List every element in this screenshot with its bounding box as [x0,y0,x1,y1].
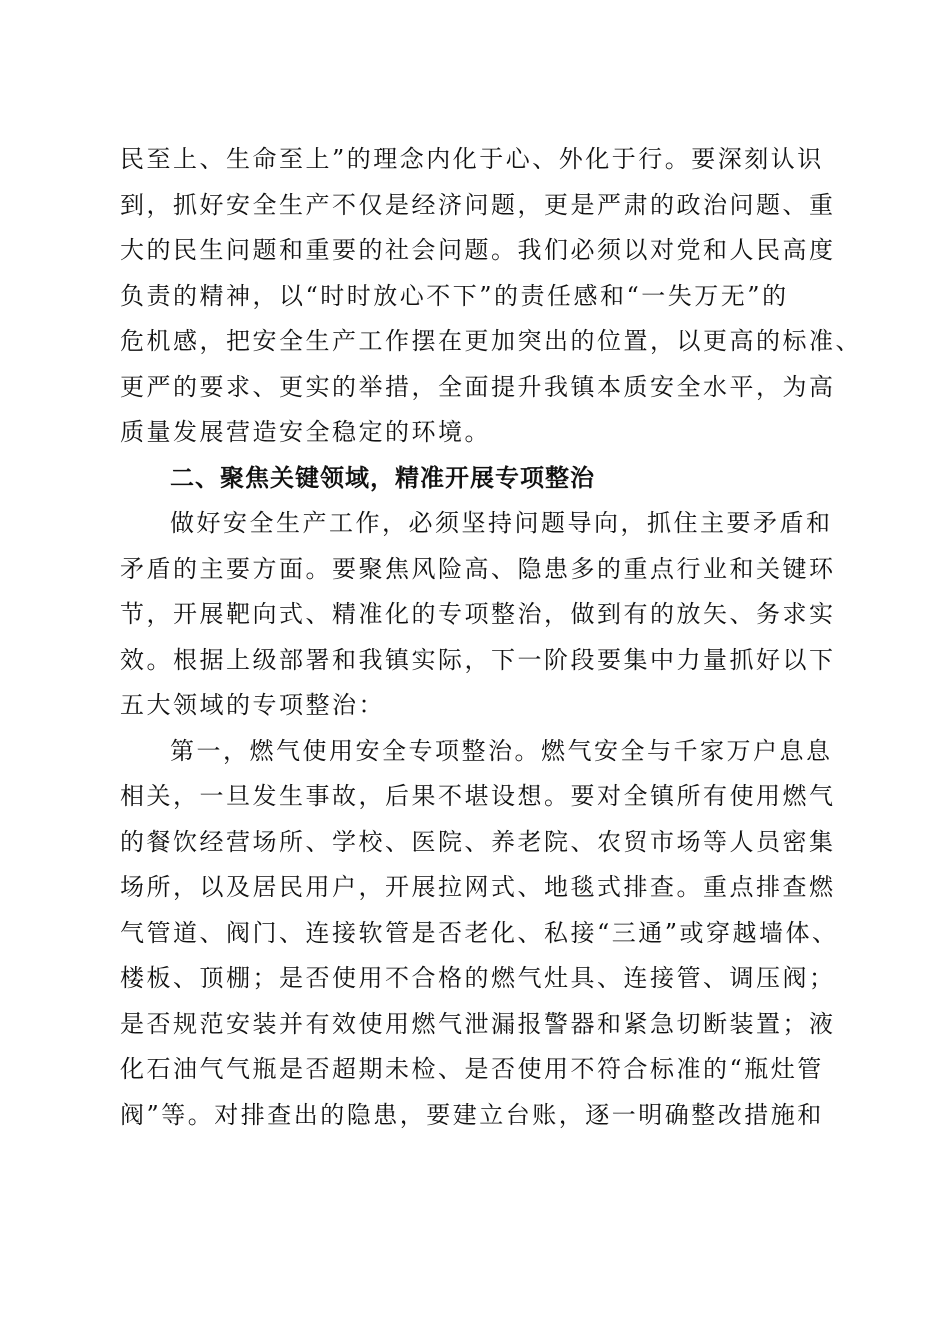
body-line: 民至上、生命至上”的理念内化于心、外化于行。要深刻认识 [120,145,824,173]
body-line: 气管道、阀门、连接软管是否老化、私接“三通”或穿越墙体、 [120,918,839,947]
body-line: 到，抓好安全生产不仅是经济问题，更是严肃的政治问题、重 [120,190,836,219]
section-heading: 二、聚焦关键领域，精准开展专项整治 [170,463,595,492]
body-line: 危机感，把安全生产工作摆在更加突出的位置，以更高的标准、 [120,327,862,355]
body-line: 的餐饮经营场所、学校、医院、养老院、农贸市场等人员密集 [120,827,836,856]
body-line: 大的民生问题和重要的社会问题。我们必须以对党和人民高度 [120,236,836,264]
body-line: 负责的精神，以“时时放心不下”的责任感和“一失万无”的 [120,281,789,310]
body-line: 相关，一旦发生事故，后果不堪设想。要对全镇所有使用燃气 [120,782,836,810]
body-line: 效。根据上级部署和我镇实际，下一阶段要集中力量抓好以下 [120,645,836,674]
body-line: 是否规范安装并有效使用燃气泄漏报警器和紧急切断装置；液 [120,1009,836,1038]
body-line: 做好安全生产工作，必须坚持问题导向，抓住主要矛盾和 [170,509,833,537]
body-line: 化石油气气瓶是否超期未检、是否使用不符合标准的“瓶灶管 [120,1055,824,1083]
body-line: 更严的要求、更实的举措，全面提升我镇本质安全水平，为高 [120,372,836,401]
body-line: 五大领域的专项整治： [120,691,385,719]
body-line: 楼板、顶棚；是否使用不合格的燃气灶具、连接管、调压阀； [120,964,836,992]
body-line: 节，开展靶向式、精准化的专项整治，做到有的放矢、务求实 [120,600,836,628]
body-line: 第一，燃气使用安全专项整治。燃气安全与千家万户息息 [170,736,833,765]
document-page [120,137,862,1138]
body-line: 场所，以及居民用户，开展拉网式、地毯式排查。重点排查燃 [120,873,836,901]
body-line: 质量发展营造安全稳定的环境。 [120,418,491,446]
body-line: 矛盾的主要方面。要聚焦风险高、隐患多的重点行业和关键环 [120,554,836,583]
body-line: 阀”等。对排查出的隐患，要建立台账，逐一明确整改措施和 [120,1100,824,1129]
